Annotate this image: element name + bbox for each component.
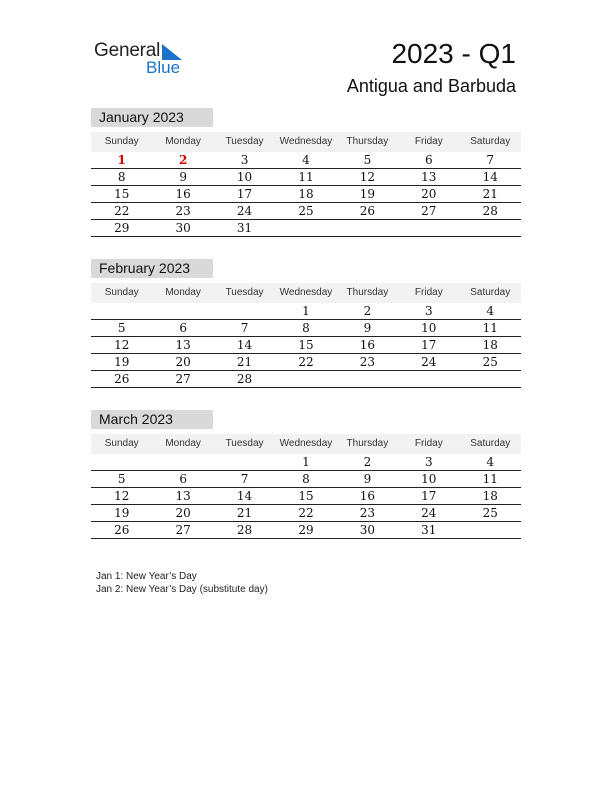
week-row	[91, 220, 521, 237]
day-cell: 6	[179, 321, 187, 335]
empty-day-cell	[460, 522, 521, 538]
holiday-note: Jan 1: New Year’s Day	[96, 571, 197, 582]
day-cell: 25	[482, 506, 498, 520]
day-cell: 7	[240, 321, 249, 335]
week-row	[91, 337, 521, 354]
day-cell: 28	[482, 204, 498, 218]
day-cell: 22	[298, 355, 314, 369]
generalblue-logo	[94, 40, 194, 80]
day-cell: 20	[175, 506, 191, 520]
day-cell: 21	[482, 187, 498, 201]
day-cell: 21	[236, 355, 253, 369]
week-row	[91, 371, 521, 388]
month-january	[91, 108, 521, 237]
weekday-header-row	[91, 434, 521, 454]
day-cell: 13	[175, 338, 191, 352]
day-cell: 9	[363, 321, 372, 335]
quarter-title: 2023 - Q1	[391, 38, 516, 69]
day-cell: 26	[114, 372, 130, 386]
day-cell: 4	[486, 304, 495, 318]
day-cell: 27	[421, 204, 437, 218]
day-cell: 27	[175, 372, 191, 386]
day-cell: 27	[175, 523, 191, 537]
empty-day-cell	[91, 454, 152, 470]
weekday-label: Tuesday	[225, 287, 264, 298]
empty-day-cell	[275, 220, 336, 236]
week-row	[91, 354, 521, 371]
day-cell: 22	[114, 204, 130, 218]
week-row	[91, 320, 521, 337]
logo-text-general: General	[94, 40, 161, 61]
day-cell: 5	[363, 153, 372, 167]
empty-day-cell	[214, 454, 275, 470]
day-cell: 6	[425, 153, 433, 167]
month-february	[91, 259, 521, 388]
empty-day-cell	[337, 220, 398, 236]
weekday-label: Saturday	[470, 287, 511, 298]
day-cell: 8	[117, 170, 126, 184]
empty-day-cell	[398, 371, 459, 387]
day-cell: 11	[482, 321, 498, 335]
day-cell: 17	[421, 489, 437, 503]
day-cell: 10	[421, 321, 437, 335]
day-cell: 26	[359, 204, 376, 218]
empty-day-cell	[460, 371, 521, 387]
weekday-label: Wednesday	[279, 136, 333, 147]
day-cell: 31	[421, 523, 437, 537]
weekday-label: Wednesday	[279, 287, 333, 298]
day-cell: 12	[114, 489, 130, 503]
holiday-notes	[96, 570, 268, 596]
empty-day-cell	[337, 371, 398, 387]
empty-day-cell	[275, 371, 336, 387]
day-cell: 18	[482, 489, 498, 503]
month-title: February 2023	[91, 259, 213, 278]
weekday-label: Sunday	[104, 136, 139, 147]
week-row	[91, 471, 521, 488]
day-cell: 8	[302, 472, 310, 486]
weekday-label: Friday	[414, 287, 443, 298]
day-cell: 25	[298, 204, 314, 218]
weekday-label: Saturday	[470, 438, 511, 449]
day-cell: 26	[114, 523, 130, 537]
day-cell: 16	[175, 187, 191, 201]
day-cell: 5	[117, 472, 126, 486]
week-row	[91, 488, 521, 505]
day-cell: 12	[114, 338, 130, 352]
weekday-header-row	[91, 132, 521, 152]
day-cell: 21	[236, 506, 253, 520]
empty-day-cell	[398, 220, 459, 236]
day-cell: 1	[302, 304, 310, 318]
empty-day-cell	[152, 303, 213, 319]
day-cell: 24	[421, 506, 437, 520]
day-cell: 29	[298, 523, 314, 537]
day-cell: 2	[363, 455, 372, 469]
empty-day-cell	[214, 303, 275, 319]
day-cell: 4	[302, 153, 310, 167]
weekday-label: Tuesday	[225, 136, 264, 147]
day-cell: 24	[421, 355, 437, 369]
week-row	[91, 169, 521, 186]
day-cell: 18	[298, 187, 314, 201]
day-cell: 16	[359, 338, 376, 352]
day-cell: 16	[359, 489, 376, 503]
day-cell: 30	[175, 221, 191, 235]
weekday-label: Tuesday	[225, 438, 264, 449]
day-cell: 30	[359, 523, 376, 537]
weekday-label: Thursday	[346, 287, 389, 298]
weekday-label: Wednesday	[279, 438, 333, 449]
day-cell: 28	[236, 523, 253, 537]
day-cell: 1	[302, 455, 310, 469]
day-cell: 13	[421, 170, 437, 184]
day-cell: 15	[114, 187, 130, 201]
weekday-label: Monday	[165, 438, 201, 449]
day-cell: 14	[236, 489, 253, 503]
day-cell: 5	[117, 321, 126, 335]
weekday-header-row	[91, 283, 521, 303]
day-cell: 2	[363, 304, 372, 318]
empty-day-cell	[91, 303, 152, 319]
day-cell: 3	[240, 153, 249, 167]
day-cell: 18	[482, 338, 498, 352]
empty-day-cell	[152, 454, 213, 470]
day-cell: 20	[421, 187, 437, 201]
day-cell: 15	[298, 489, 314, 503]
day-cell: 9	[179, 170, 187, 184]
country-name: Antigua and Barbuda	[346, 76, 516, 96]
day-cell: 23	[175, 204, 191, 218]
day-cell: 19	[114, 506, 130, 520]
week-row	[91, 522, 521, 539]
empty-day-cell	[460, 220, 521, 236]
day-cell: 15	[298, 338, 314, 352]
weekday-label: Thursday	[346, 136, 389, 147]
day-cell: 1	[117, 153, 126, 167]
day-cell: 29	[114, 221, 130, 235]
weekday-label: Monday	[165, 287, 201, 298]
weekday-label: Sunday	[104, 287, 139, 298]
day-cell: 9	[363, 472, 372, 486]
day-cell: 23	[359, 506, 376, 520]
day-cell: 20	[175, 355, 191, 369]
day-cell: 10	[421, 472, 437, 486]
day-cell: 14	[236, 338, 253, 352]
day-cell: 11	[482, 472, 498, 486]
month-title: March 2023	[91, 410, 213, 429]
day-cell: 19	[114, 355, 130, 369]
day-cell: 11	[298, 170, 314, 184]
day-cell: 28	[236, 372, 253, 386]
day-cell: 19	[359, 187, 376, 201]
day-cell: 13	[175, 489, 191, 503]
weekday-label: Sunday	[104, 438, 139, 449]
day-cell: 17	[421, 338, 437, 352]
week-row	[91, 505, 521, 522]
day-cell: 12	[359, 170, 376, 184]
day-cell: 7	[486, 153, 495, 167]
day-cell: 3	[425, 455, 433, 469]
weekday-label: Monday	[165, 136, 201, 147]
day-cell: 25	[482, 355, 498, 369]
day-cell: 31	[236, 221, 253, 235]
week-row	[91, 203, 521, 220]
logo-text-blue: Blue	[146, 58, 181, 77]
weekday-label: Thursday	[346, 438, 389, 449]
day-cell: 24	[236, 204, 253, 218]
day-cell: 14	[482, 170, 498, 184]
day-cell: 3	[425, 304, 433, 318]
weekday-label: Friday	[414, 136, 443, 147]
week-row	[91, 303, 521, 320]
month-march	[91, 410, 521, 539]
holiday-note: Jan 2: New Year’s Day (substitute day)	[96, 584, 268, 595]
week-row	[91, 454, 521, 471]
day-cell: 2	[178, 153, 188, 167]
weekday-label: Friday	[414, 438, 443, 449]
week-row	[91, 186, 521, 203]
weekday-label: Saturday	[470, 136, 511, 147]
day-cell: 4	[486, 455, 495, 469]
day-cell: 10	[236, 170, 253, 184]
week-row	[91, 152, 521, 169]
day-cell: 17	[236, 187, 253, 201]
day-cell: 8	[302, 321, 310, 335]
day-cell: 22	[298, 506, 314, 520]
month-title: January 2023	[91, 108, 213, 127]
day-cell: 23	[359, 355, 376, 369]
day-cell: 7	[240, 472, 249, 486]
day-cell: 6	[179, 472, 187, 486]
